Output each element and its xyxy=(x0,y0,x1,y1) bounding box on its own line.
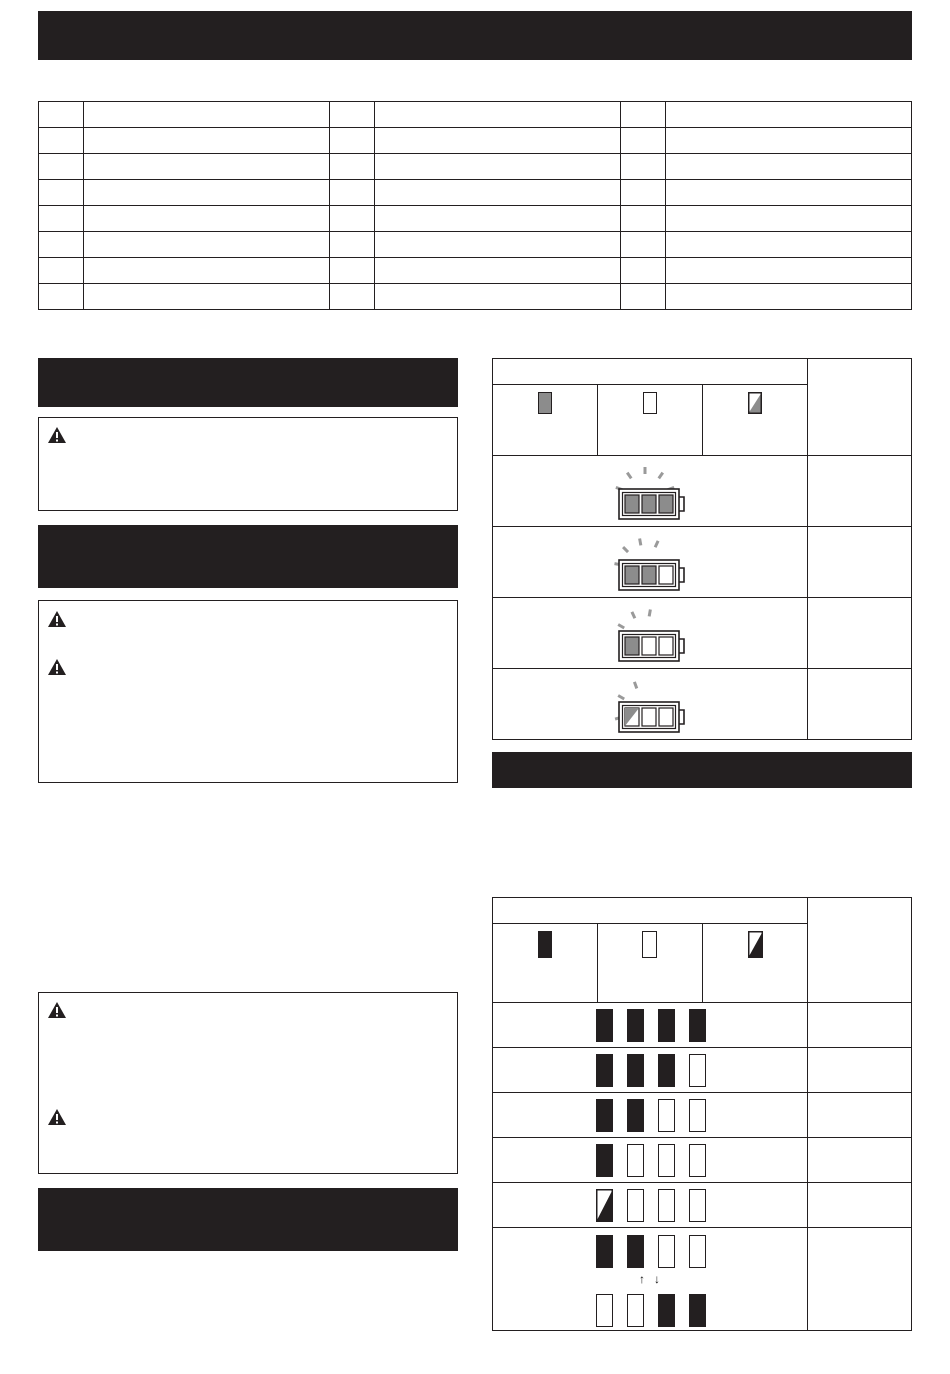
part-name-cell xyxy=(666,206,912,232)
battery-segment-lit xyxy=(625,495,639,513)
part-number-cell xyxy=(39,154,84,180)
indicator-lamp-on xyxy=(689,1294,706,1327)
part-number-cell xyxy=(39,128,84,154)
indicator-lamp-off xyxy=(627,1294,644,1327)
battery-segment-off xyxy=(659,637,673,655)
battery-icon xyxy=(603,671,703,737)
table-row xyxy=(39,206,912,232)
section-bar-2 xyxy=(38,525,458,588)
charging-indicator-table xyxy=(492,358,912,739)
state-cell-off xyxy=(597,923,703,1003)
indicator-lamp-on xyxy=(627,1235,644,1268)
indicator-ray xyxy=(618,696,624,700)
charge-status-cell xyxy=(492,668,808,740)
indicator-lamp-on xyxy=(627,1099,644,1132)
capacity-status-cell xyxy=(492,1182,808,1228)
state-cell-lighted xyxy=(492,923,598,1003)
charge-description-cell xyxy=(807,597,912,669)
capacity-description-cell xyxy=(807,1047,912,1093)
indicator-lamp-on xyxy=(689,1009,706,1042)
part-number-cell xyxy=(330,180,375,206)
indicator-lamp-on xyxy=(658,1009,675,1042)
indicator-lamp-on xyxy=(596,1054,613,1087)
part-number-cell xyxy=(330,258,375,284)
part-name-cell xyxy=(375,284,621,310)
part-name-cell xyxy=(375,154,621,180)
indicator-ray xyxy=(655,541,658,547)
indicator-lamp-off xyxy=(689,1235,706,1268)
table-row xyxy=(39,154,912,180)
warning-triangle-icon xyxy=(47,426,67,444)
warning-triangle-icon xyxy=(47,658,67,676)
indicator-lamp-on xyxy=(596,1099,613,1132)
state-cell-blinking xyxy=(702,384,808,456)
battery-icon xyxy=(603,458,703,524)
indicator-lamp-on xyxy=(596,1009,613,1042)
capacity-description-cell xyxy=(807,1227,912,1331)
indicator-lamp-off xyxy=(627,1144,644,1177)
warning-box-1 xyxy=(38,417,458,511)
part-name-cell xyxy=(666,258,912,284)
section-bar-4 xyxy=(492,752,912,788)
capacity-description-cell xyxy=(807,1182,912,1228)
part-name-cell xyxy=(84,206,330,232)
part-number-cell xyxy=(621,102,666,128)
part-number-cell xyxy=(39,284,84,310)
part-number-cell xyxy=(39,102,84,128)
warning-box-2 xyxy=(38,600,458,783)
header-right-cell xyxy=(807,897,912,1003)
indicator-lamp-off xyxy=(596,1294,613,1327)
header-bar xyxy=(38,11,912,60)
part-number-cell xyxy=(621,258,666,284)
indicator-lamp-off xyxy=(689,1189,706,1222)
indicator-ray xyxy=(627,473,631,479)
remaining-capacity-table xyxy=(492,897,912,1331)
indicator-ray xyxy=(649,609,650,616)
charge-status-cell xyxy=(492,597,808,669)
part-name-cell xyxy=(84,128,330,154)
part-name-cell xyxy=(666,284,912,310)
indicator-lamp-off xyxy=(689,1099,706,1132)
charge-description-cell xyxy=(807,668,912,740)
indicator-ray xyxy=(640,538,641,545)
charge-status-cell xyxy=(492,455,808,527)
capacity-status-cell xyxy=(492,1227,808,1331)
table-row xyxy=(39,128,912,154)
indicator-lamp-off xyxy=(627,1189,644,1222)
capacity-status-cell xyxy=(492,1092,808,1138)
table-row xyxy=(39,232,912,258)
parts-table xyxy=(38,101,912,310)
arrow-down-icon: ↓ xyxy=(654,1272,660,1286)
part-name-cell xyxy=(84,284,330,310)
battery-segment-off xyxy=(642,637,656,655)
part-name-cell xyxy=(375,206,621,232)
part-name-cell xyxy=(666,154,912,180)
indicator-lamp-icon xyxy=(642,931,657,958)
warning-triangle-icon xyxy=(47,610,67,628)
part-name-cell xyxy=(84,180,330,206)
indicator-lamp-icon xyxy=(643,392,657,414)
battery-segment-lit xyxy=(625,637,639,655)
warning-triangle-icon xyxy=(47,1001,67,1019)
indicator-lamp-icon xyxy=(748,931,763,958)
part-name-cell xyxy=(666,102,912,128)
section-bar-3 xyxy=(38,1188,458,1251)
battery-segment-lit xyxy=(642,566,656,584)
capacity-status-cell xyxy=(492,1137,808,1183)
battery-segment-off xyxy=(659,566,673,584)
header-group-cell xyxy=(492,897,808,924)
part-number-cell xyxy=(330,154,375,180)
capacity-status-cell xyxy=(492,1047,808,1093)
indicator-lamp-icon xyxy=(748,392,762,414)
charge-description-cell xyxy=(807,455,912,527)
part-number-cell xyxy=(39,180,84,206)
indicator-lamp-off xyxy=(689,1144,706,1177)
section-bar-1 xyxy=(38,358,458,407)
indicator-lamp-on xyxy=(658,1294,675,1327)
indicator-lamp-on xyxy=(596,1144,613,1177)
indicator-lamp-icon xyxy=(538,931,552,958)
part-number-cell xyxy=(330,128,375,154)
capacity-description-cell xyxy=(807,1137,912,1183)
part-name-cell xyxy=(84,102,330,128)
part-number-cell xyxy=(621,206,666,232)
part-name-cell xyxy=(666,180,912,206)
indicator-lamp-on xyxy=(658,1054,675,1087)
header-right-cell xyxy=(807,358,912,456)
indicator-ray xyxy=(623,547,628,552)
part-name-cell xyxy=(375,258,621,284)
part-name-cell xyxy=(84,154,330,180)
state-cell-blinking xyxy=(702,923,808,1003)
battery-segment-off xyxy=(642,708,656,726)
indicator-lamp-blinking xyxy=(596,1189,613,1222)
part-number-cell xyxy=(621,180,666,206)
part-name-cell xyxy=(375,128,621,154)
charge-description-cell xyxy=(807,526,912,598)
indicator-lamp-off xyxy=(658,1235,675,1268)
part-name-cell xyxy=(375,232,621,258)
part-name-cell xyxy=(375,102,621,128)
capacity-status-cell xyxy=(492,1002,808,1048)
indicator-ray xyxy=(634,682,636,689)
part-number-cell xyxy=(330,284,375,310)
warning-triangle-icon xyxy=(47,1108,67,1126)
part-name-cell xyxy=(666,128,912,154)
indicator-ray xyxy=(659,473,663,479)
part-number-cell xyxy=(330,206,375,232)
part-number-cell xyxy=(621,128,666,154)
part-number-cell xyxy=(621,284,666,310)
part-number-cell xyxy=(39,232,84,258)
battery-icon xyxy=(603,529,703,595)
charge-status-cell xyxy=(492,526,808,598)
indicator-ray xyxy=(618,625,624,629)
part-number-cell xyxy=(621,232,666,258)
battery-segment-lit xyxy=(625,566,639,584)
capacity-description-cell xyxy=(807,1092,912,1138)
battery-segment-off xyxy=(659,708,673,726)
indicator-lamp-off xyxy=(658,1099,675,1132)
table-row xyxy=(39,102,912,128)
part-number-cell xyxy=(330,102,375,128)
indicator-lamp-off xyxy=(658,1189,675,1222)
capacity-description-cell xyxy=(807,1002,912,1048)
part-name-cell xyxy=(84,232,330,258)
part-name-cell xyxy=(84,258,330,284)
indicator-lamp-off xyxy=(658,1144,675,1177)
table-row xyxy=(39,284,912,310)
part-number-cell xyxy=(39,258,84,284)
state-cell-off xyxy=(597,384,703,456)
state-cell-lighted xyxy=(492,384,598,456)
battery-segment-lit xyxy=(642,495,656,513)
part-number-cell xyxy=(330,232,375,258)
table-row xyxy=(39,180,912,206)
indicator-lamp-on xyxy=(627,1054,644,1087)
indicator-lamp-on xyxy=(596,1235,613,1268)
arrow-up-icon: ↑ xyxy=(639,1272,645,1286)
part-name-cell xyxy=(666,232,912,258)
battery-icon xyxy=(603,600,703,666)
part-number-cell xyxy=(39,206,84,232)
table-row xyxy=(39,258,912,284)
indicator-lamp-off xyxy=(689,1054,706,1087)
warning-box-3 xyxy=(38,992,458,1174)
indicator-lamp-icon xyxy=(538,392,552,414)
part-name-cell xyxy=(375,180,621,206)
part-number-cell xyxy=(621,154,666,180)
battery-segment-lit xyxy=(659,495,673,513)
indicator-lamp-on xyxy=(627,1009,644,1042)
header-group-cell xyxy=(492,358,808,385)
indicator-ray xyxy=(632,612,635,618)
